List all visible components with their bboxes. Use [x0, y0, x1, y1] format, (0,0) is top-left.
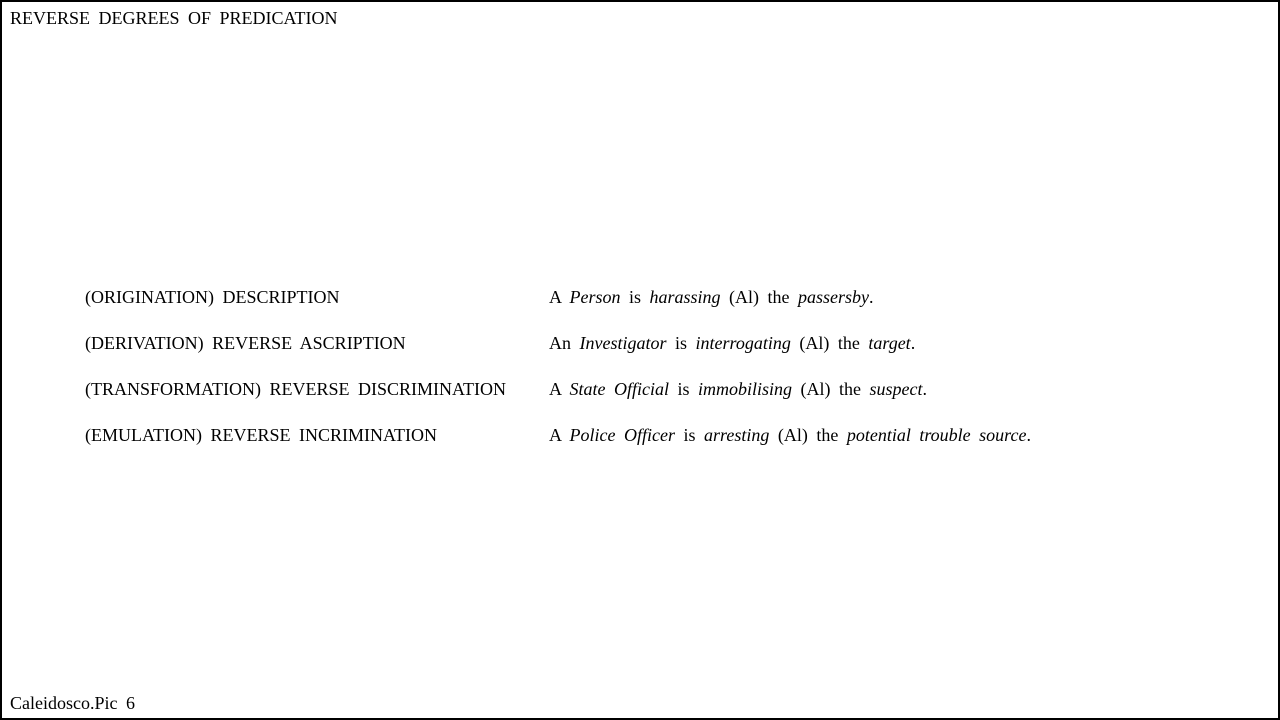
sentence-object: potential trouble source [846, 425, 1027, 445]
sentence-article: A [549, 425, 562, 445]
example-sentence [549, 424, 1031, 446]
example-sentence [549, 378, 927, 400]
sentence-agent: Police Officer [569, 425, 675, 445]
sentence-determiner: the [767, 287, 790, 307]
sentence-tag: (Al) [799, 333, 830, 353]
sentence-verb: arresting [704, 425, 770, 445]
sentence-article: A [549, 379, 562, 399]
sentence-aux: is [677, 379, 690, 399]
sentence-determiner: the [837, 333, 860, 353]
predication-row [85, 286, 1185, 332]
sentence-object: target [868, 333, 911, 353]
sentence-aux: is [629, 287, 642, 307]
degree-label: (EMULATION) REVERSE INCRIMINATION [85, 425, 437, 445]
sentence-object: suspect [869, 379, 923, 399]
sentence-determiner: the [816, 425, 839, 445]
sentence-verb: immobilising [698, 379, 793, 399]
sentence-article: A [549, 287, 562, 307]
example-sentence [549, 332, 915, 354]
predication-row [85, 378, 1185, 424]
predication-row [85, 332, 1185, 378]
sentence-end: . [910, 333, 916, 353]
predication-list [85, 286, 1185, 470]
sentence-end: . [869, 287, 874, 307]
slide-footer: Caleidosco.Pic 6 [10, 693, 135, 713]
sentence-agent: State Official [569, 379, 669, 399]
sentence-end: . [922, 379, 928, 399]
predication-row [85, 424, 1185, 470]
sentence-object: passersby [798, 287, 870, 307]
sentence-tag: (Al) [729, 287, 760, 307]
sentence-verb: interrogating [695, 333, 791, 353]
sentence-agent: Person [569, 287, 621, 307]
sentence-verb: harassing [649, 287, 721, 307]
sentence-determiner: the [839, 379, 862, 399]
sentence-aux: is [675, 333, 688, 353]
sentence-end: . [1026, 425, 1031, 445]
slide-title: REVERSE DEGREES OF PREDICATION [10, 8, 338, 28]
sentence-tag: (Al) [777, 425, 808, 445]
degree-label: (TRANSFORMATION) REVERSE DISCRIMINATION [85, 379, 507, 399]
degree-label: (ORIGINATION) DESCRIPTION [85, 287, 340, 307]
sentence-aux: is [683, 425, 696, 445]
sentence-agent: Investigator [579, 333, 667, 353]
degree-label: (DERIVATION) REVERSE ASCRIPTION [85, 333, 406, 353]
sentence-article: An [549, 333, 571, 353]
example-sentence [549, 286, 874, 308]
sentence-tag: (Al) [800, 379, 831, 399]
